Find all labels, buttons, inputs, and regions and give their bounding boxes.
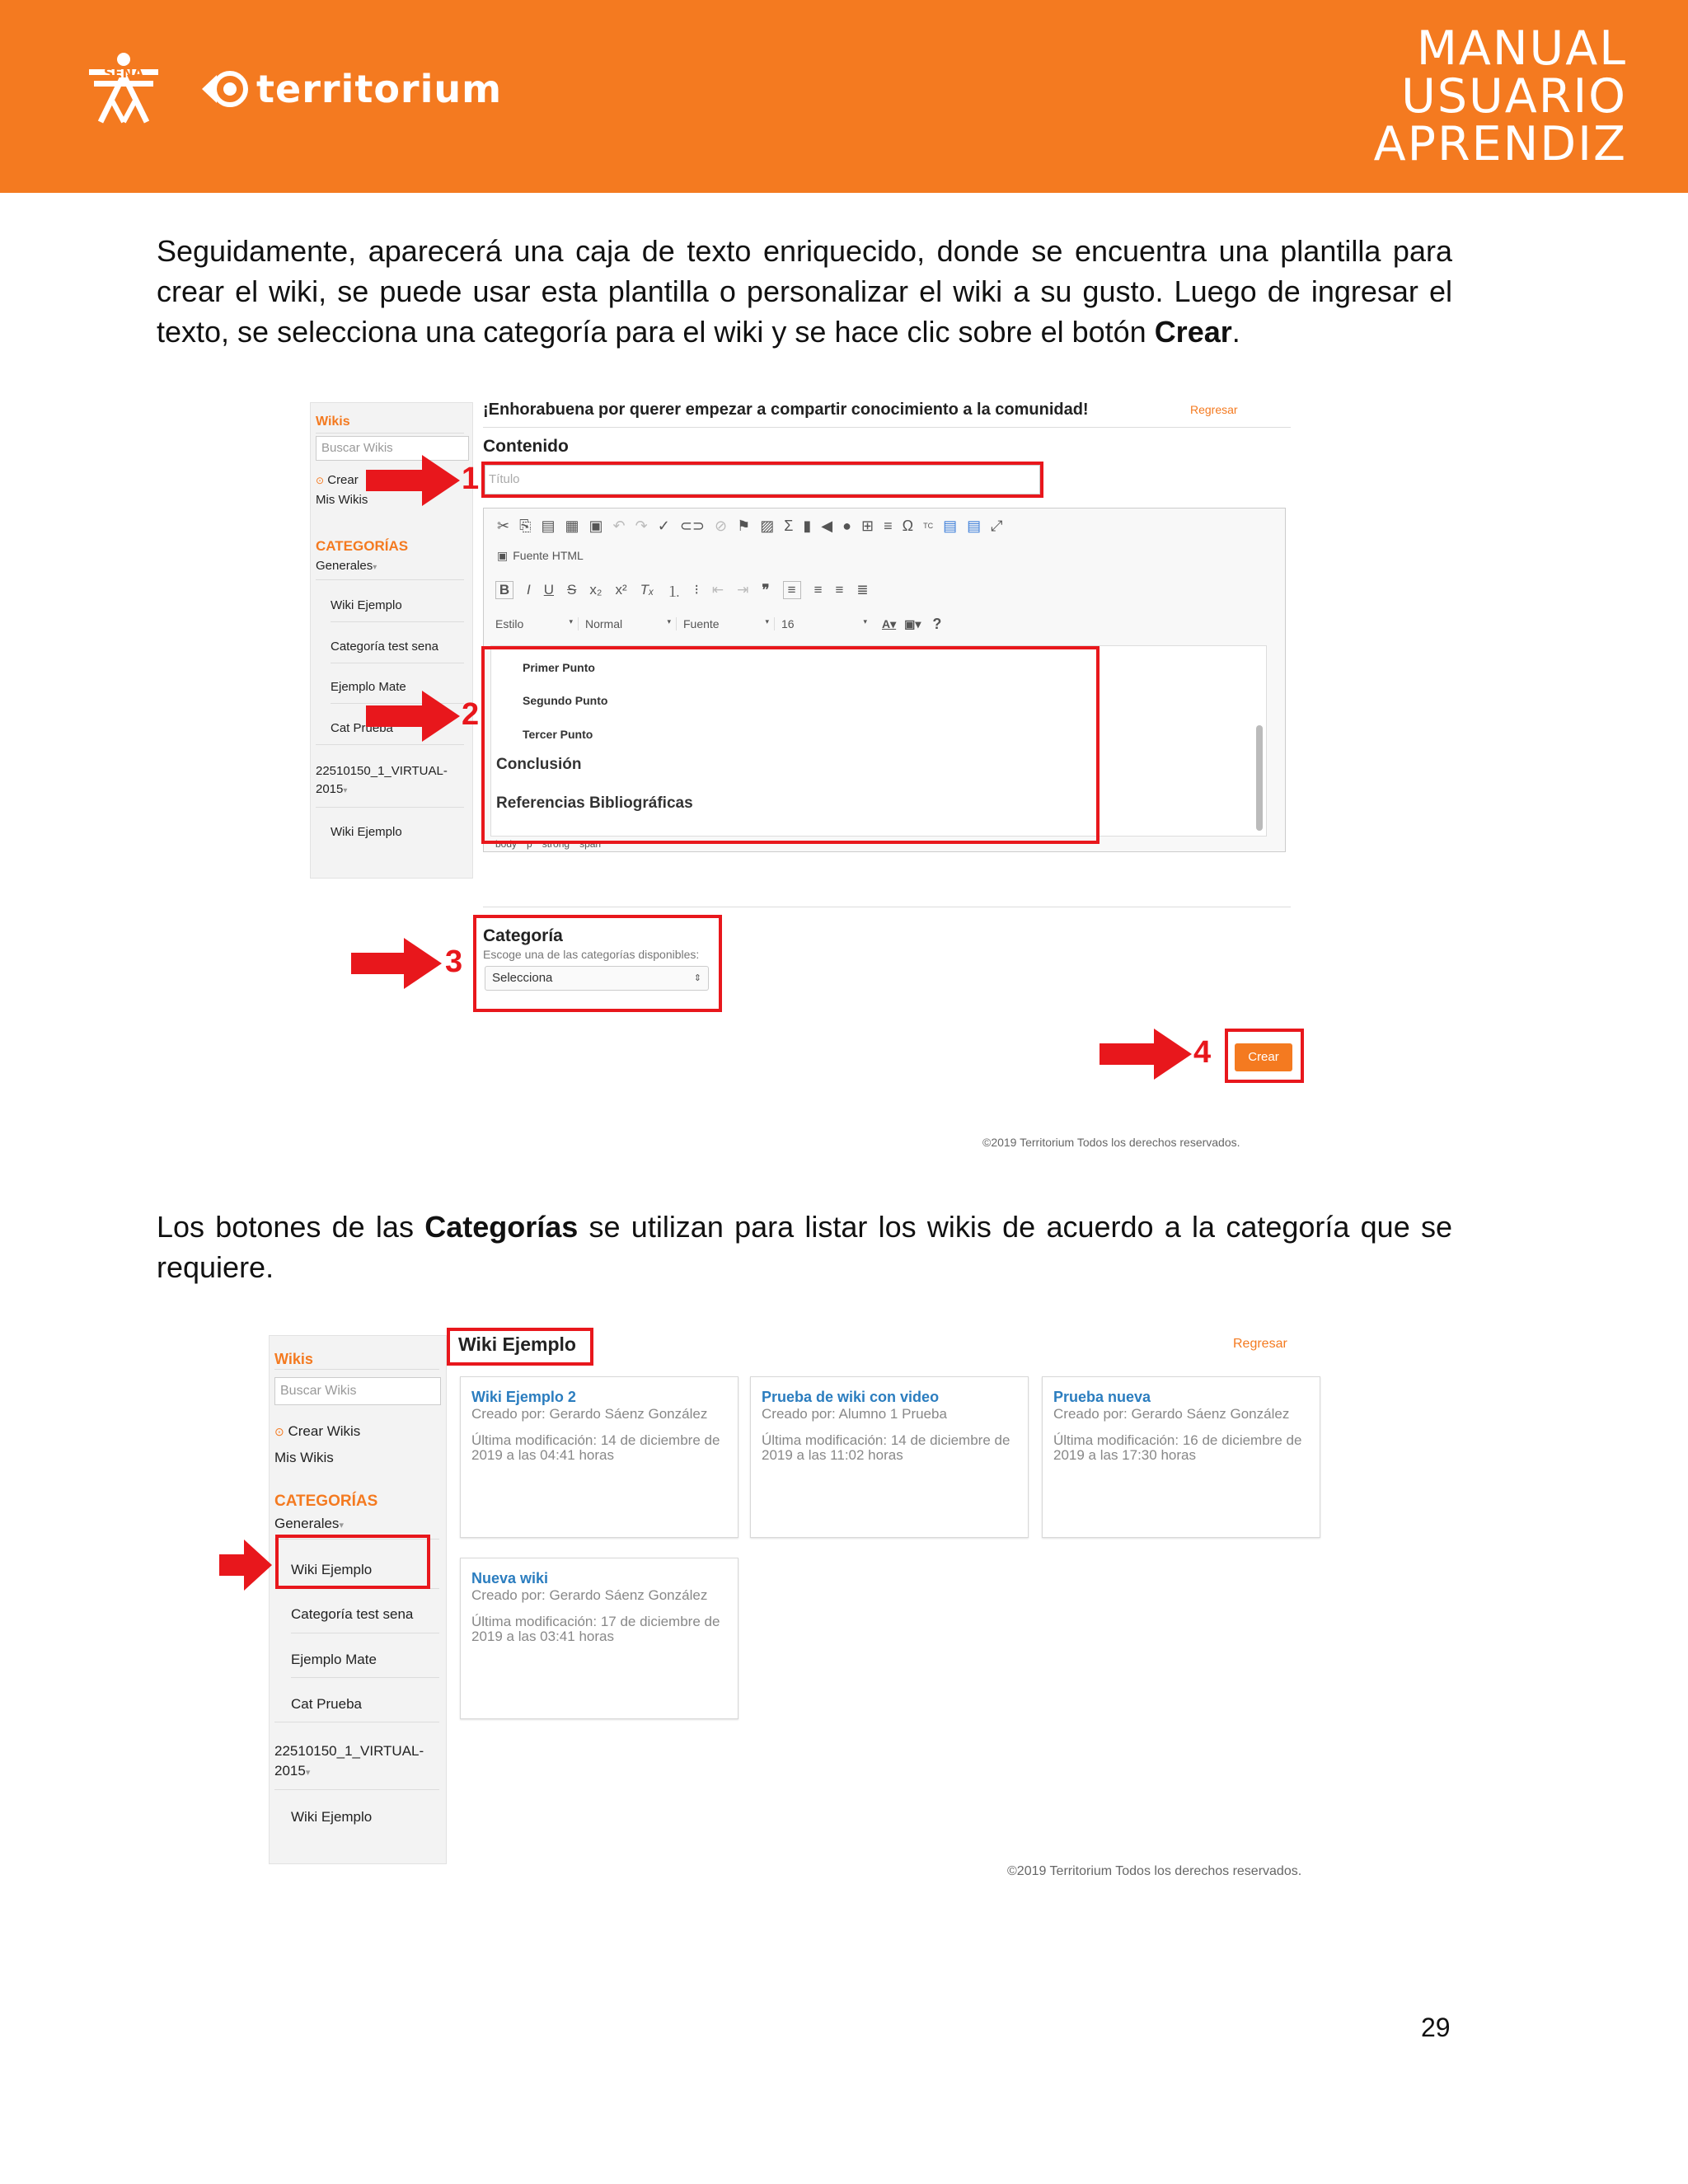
bullet-list-icon[interactable]: ⁝ (694, 582, 699, 598)
align-right-icon[interactable]: ≡ (835, 582, 844, 598)
category-item[interactable]: Categoría test sena (331, 640, 438, 654)
bold-categorias: Categorías (424, 1210, 579, 1244)
editor-list-item: Tercer Punto (523, 728, 593, 741)
category-help: Escoge una de las categorías disponibles: (483, 948, 700, 961)
style-select[interactable]: Estilo ▾ (495, 617, 573, 630)
flash-icon[interactable]: ● (842, 517, 852, 534)
cut-icon[interactable]: ✂ (497, 517, 510, 534)
create-wiki-link[interactable]: ⊙ Crear Wikis (274, 1423, 361, 1439)
category-group-generales[interactable]: Generales▾ (274, 1516, 344, 1531)
footer-copyright: ©2019 Territorium Todos los derechos reservados. (1007, 1864, 1302, 1878)
caret-down-icon: ▾ (343, 786, 348, 795)
wiki-card-author: Creado por: Gerardo Sáenz González (1053, 1406, 1290, 1422)
video-icon[interactable]: ▮ (803, 517, 812, 534)
caret-down-icon: ▾ (373, 563, 377, 572)
path-item[interactable]: body (495, 838, 518, 850)
paste-word-icon[interactable]: ▣ (588, 517, 603, 534)
category-select[interactable]: Selecciona ⇕ (485, 966, 709, 991)
wiki-card-modified: Última modificación: 16 de diciembre de 2019 a las 17:30 horas (1053, 1432, 1302, 1463)
horizontal-line-icon[interactable]: ≡ (884, 517, 893, 534)
wiki-card-modified: Última modificación: 14 de diciembre de 2019 a las 11:02 horas (762, 1432, 1010, 1463)
sigma-icon[interactable]: Σ (784, 517, 794, 534)
underline-icon[interactable]: U (543, 582, 555, 598)
wiki-card-author: Creado por: Alumno 1 Prueba (762, 1406, 947, 1422)
screenshot-category-list (264, 1327, 1352, 1896)
strikethrough-icon[interactable]: S (567, 582, 577, 598)
arrow-right-icon (1100, 1029, 1192, 1080)
text-icon[interactable]: TC (923, 522, 934, 530)
caret-down-icon: ▾ (667, 617, 671, 626)
sidebar-title: Wikis (274, 1351, 313, 1367)
help-icon[interactable]: ? (932, 615, 942, 632)
category-item[interactable]: Cat Prueba (331, 721, 393, 735)
caret-down-icon: ▾ (863, 617, 867, 626)
editor-heading-references: Referencias Bibliográficas (496, 794, 693, 812)
wiki-card-author: Creado por: Gerardo Sáenz González (471, 1406, 708, 1422)
sidebar-title: Wikis (316, 415, 350, 429)
font-select[interactable]: Fuente ▾ (676, 617, 774, 630)
category-group-generales[interactable]: Generales▾ (316, 559, 377, 573)
editor-toolbar-row-2 (497, 545, 584, 566)
bg-color-icon[interactable]: ▣▾ (904, 616, 921, 630)
annotation-box-4 (1225, 1029, 1304, 1083)
search-wikis-input[interactable]: Buscar Wikis (274, 1377, 441, 1405)
path-item[interactable]: span (579, 838, 602, 850)
wiki-card-title[interactable]: Prueba de wiki con video (762, 1389, 940, 1405)
wiki-card-modified: Última modificación: 17 de diciembre de 2019 a las 03:41 horas (471, 1614, 720, 1644)
redo-icon[interactable]: ↷ (635, 517, 648, 534)
spellcheck-icon[interactable]: ✓ (657, 517, 670, 534)
outdent-icon[interactable]: ⇤ (711, 582, 724, 598)
marker-number: 3 (445, 944, 463, 979)
content-label: Contenido (483, 437, 569, 456)
category-item[interactable]: Wiki Ejemplo (291, 1809, 373, 1825)
annotation-box-2 (481, 646, 1100, 844)
brand-name: territorium (256, 67, 503, 111)
caret-down-icon: ▾ (765, 617, 769, 626)
wiki-card[interactable] (460, 1376, 738, 1538)
blockquote-icon[interactable]: ❞ (762, 582, 770, 598)
editor-toolbar-row-4 (495, 613, 941, 635)
special-char-icon[interactable]: Ω (902, 517, 914, 534)
category-label: Categoría (483, 926, 563, 945)
audio-icon[interactable]: ◀ (821, 517, 833, 534)
align-left-icon[interactable]: ≡ (783, 581, 801, 599)
intro-paragraph: Seguidamente, aparecerá una caja de texto enriquecido, donde se encuentra una plantilla para crear el wiki, se puede usar esta plantilla o personalizar el wiki a su gusto. Luego de ingresar el texto, se selecciona una categoría para el wiki y se hace clic sobre el botón Crear. (157, 234, 1452, 349)
caret-down-icon: ▾ (305, 1768, 311, 1778)
text-color-icon[interactable]: A▾ (882, 616, 897, 630)
svg-text:SENA: SENA (103, 65, 144, 81)
my-wikis-link[interactable]: Mis Wikis (316, 493, 368, 507)
size-select[interactable]: 16 ▾ (774, 617, 872, 630)
align-center-icon[interactable]: ≡ (814, 582, 823, 598)
wiki-card[interactable] (750, 1376, 1029, 1538)
plus-circle-icon: ⊙ (274, 1425, 284, 1438)
create-button[interactable]: Crear (1235, 1043, 1292, 1071)
category-item[interactable]: Ejemplo Mate (291, 1652, 377, 1667)
caret-down-icon: ▾ (569, 617, 573, 626)
wiki-card-title[interactable]: Nueva wiki (471, 1570, 549, 1586)
indent-icon[interactable]: ⇥ (737, 582, 749, 598)
template-icon[interactable]: ▤ (967, 517, 982, 534)
source-html-button[interactable]: Fuente HTML (513, 549, 584, 562)
page-number: 29 (1421, 2013, 1451, 2042)
superscript-icon[interactable]: x² (615, 582, 627, 598)
editor-scrollbar[interactable] (1256, 725, 1263, 831)
bold-icon[interactable]: B (495, 581, 513, 599)
wikis-sidebar (269, 1335, 447, 1864)
page-title: Wiki Ejemplo (458, 1333, 576, 1355)
paste-text-icon[interactable]: ▦ (565, 517, 579, 534)
paste-icon[interactable]: ▤ (541, 517, 556, 534)
categories-title: CATEGORÍAS (274, 1493, 378, 1510)
table-icon[interactable]: ⊞ (861, 517, 874, 534)
page-heading: ¡Enhorabuena por querer empezar a compartir conocimiento a la comunidad! (483, 401, 1089, 419)
copy-icon[interactable]: ⎘ (519, 517, 532, 534)
manual-title (1373, 21, 1627, 171)
bold-crear: Crear (1154, 315, 1232, 349)
category-item[interactable]: Cat Prueba (291, 1696, 362, 1712)
create-wiki-link[interactable]: ⊙ Crear (316, 473, 359, 487)
undo-icon[interactable]: ↶ (612, 517, 626, 534)
back-link[interactable]: Regresar (1190, 403, 1238, 416)
back-link[interactable]: Regresar (1233, 1337, 1287, 1351)
anchor-flag-icon[interactable]: ⚑ (737, 517, 751, 534)
marker-number: 2 (462, 697, 480, 732)
editor-list-item: Primer Punto (523, 661, 595, 674)
path-item[interactable]: p (527, 838, 532, 850)
categories-paragraph: Los botones de las Categorías se utilizan para listar los wikis de acuerdo a la categoría que se requiere. (157, 1210, 1452, 1284)
editor-list-item: Segundo Punto (523, 694, 608, 707)
footer-copyright: ©2019 Territorium Todos los derechos reservados. (982, 1136, 1240, 1149)
remove-format-icon[interactable]: Tₓ (640, 582, 654, 598)
search-wikis-input[interactable]: Buscar Wikis (316, 436, 469, 461)
path-item[interactable]: strong (542, 838, 570, 850)
numbered-list-icon[interactable]: ⒈ (667, 583, 682, 600)
caret-down-icon: ▾ (339, 1521, 344, 1530)
document-icon[interactable]: ▤ (943, 517, 958, 534)
editor-toolbar-row-3 (495, 579, 869, 602)
maximize-icon[interactable]: ⤢ (991, 517, 1003, 534)
editor-heading-conclusion: Conclusión (496, 756, 582, 773)
link-icon[interactable]: ⊂⊃ (679, 517, 705, 534)
wiki-card[interactable] (460, 1558, 738, 1719)
category-item[interactable]: Ejemplo Mate (331, 680, 406, 694)
category-item-selected[interactable]: Wiki Ejemplo (291, 1562, 373, 1577)
wiki-title-input[interactable]: Título (485, 465, 1040, 494)
categories-title: CATEGORÍAS (316, 538, 409, 554)
image-icon[interactable]: ▨ (760, 517, 775, 534)
italic-icon[interactable]: I (527, 582, 531, 598)
category-group-virtual[interactable]: 22510150_1_VIRTUAL-2015▾ (274, 1743, 424, 1779)
territorium-eye-icon (200, 68, 250, 110)
format-select[interactable]: Normal ▾ (578, 617, 676, 630)
source-icon: ▣ (497, 548, 509, 562)
wiki-card[interactable] (1042, 1376, 1320, 1538)
annotation-box-3 (473, 915, 722, 1012)
annotation-box-selected-category (275, 1535, 430, 1589)
updown-caret-icon: ⇕ (693, 973, 701, 983)
wiki-card-title[interactable]: Wiki Ejemplo 2 (471, 1389, 576, 1405)
subscript-icon[interactable]: x₂ (589, 582, 603, 598)
annotation-box-title (447, 1328, 593, 1366)
title-line: MANUAL (1416, 21, 1627, 76)
plus-circle-icon: ⊙ (316, 475, 325, 486)
category-group-virtual[interactable]: 22510150_1_VIRTUAL-2015▾ (316, 764, 448, 796)
page-header (0, 0, 1688, 193)
wiki-card-modified: Última modificación: 14 de diciembre de 2019 a las 04:41 horas (471, 1432, 720, 1463)
territorium-logo (200, 64, 502, 114)
my-wikis-link[interactable]: Mis Wikis (274, 1450, 334, 1465)
arrow-right-icon (351, 938, 442, 989)
category-item[interactable]: Wiki Ejemplo (331, 598, 402, 612)
arrow-right-icon (366, 691, 460, 742)
title-line: USUARIO (1401, 69, 1627, 124)
justify-icon[interactable]: ≣ (856, 582, 869, 598)
annotation-box-1 (481, 462, 1043, 498)
sena-logo (82, 51, 165, 125)
wiki-card-author: Creado por: Gerardo Sáenz González (471, 1587, 708, 1603)
marker-number: 4 (1193, 1035, 1212, 1070)
marker-number: 1 (462, 462, 480, 496)
wiki-card-title[interactable]: Prueba nueva (1053, 1389, 1151, 1405)
editor-toolbar-row-1 (497, 513, 1003, 538)
unlink-icon[interactable]: ⊘ (715, 517, 728, 534)
category-item[interactable]: Wiki Ejemplo (331, 825, 402, 839)
title-line: APRENDIZ (1373, 117, 1627, 171)
category-item[interactable]: Categoría test sena (291, 1606, 414, 1622)
arrow-right-icon (219, 1540, 272, 1591)
arrow-right-icon (366, 455, 460, 506)
